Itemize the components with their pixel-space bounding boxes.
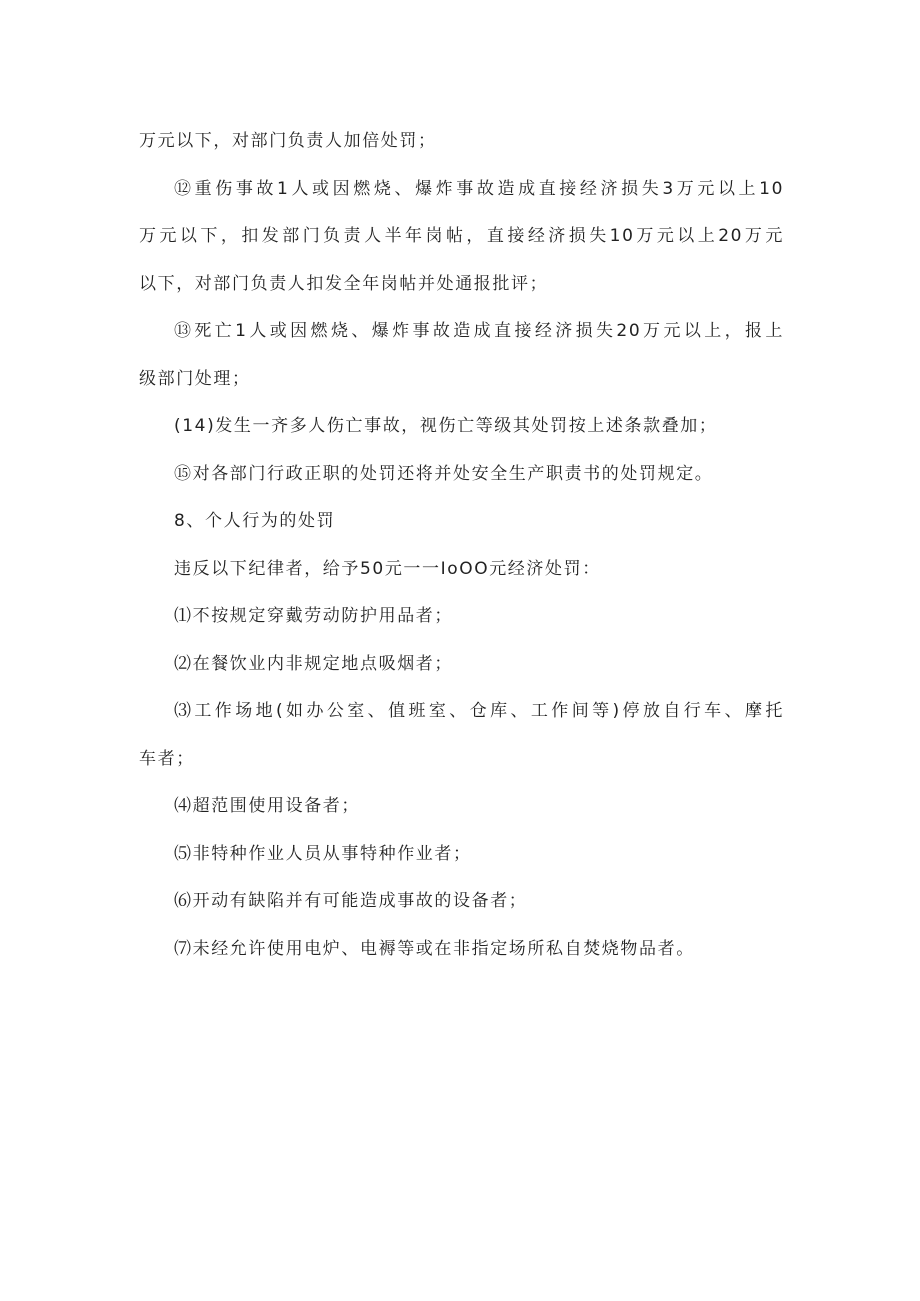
text-line: 级部门处理； <box>139 368 251 389</box>
text-line: (14)发生一齐多人伤亡事故，视伤亡等级其处罚按上述条款叠加； <box>174 416 718 436</box>
text-line: ⑵在餐饮业内非规定地点吸烟者； <box>174 653 453 674</box>
text-line: 以下，对部门负责人扣发全年岗帖并处通报批评； <box>139 273 549 294</box>
text-line: ⑹开动有缺陷并有可能造成事故的设备者； <box>174 891 528 911</box>
text-line: 8、个人行为的处罚 <box>174 511 336 531</box>
document-body <box>139 118 784 973</box>
text-line: ⑸非特种作业人员从事特种作业者； <box>174 843 472 864</box>
text-line: ⑬死亡1人或因燃烧、爆炸事故造成直接经济损失20万元以上，报上 <box>174 321 784 341</box>
text-line: ⑮对各部门行政正职的处罚还将并处安全生产职责书的处罚规定。 <box>174 463 714 484</box>
text-line: 万元以下，扣发部门负责人半年岗帖，直接经济损失10万元以上20万元 <box>139 226 784 246</box>
text-line: 万元以下，对部门负责人加倍处罚； <box>139 131 437 151</box>
text-line: ⑷超范围使用设备者； <box>174 796 360 816</box>
text-line: 违反以下纪律者，给予50元一一IoOO元经济处罚： <box>174 558 601 579</box>
text-line: ⑶工作场地(如办公室、值班室、仓库、工作间等)停放自行车、摩托 <box>174 701 784 721</box>
text-line: 车者； <box>139 748 195 769</box>
text-line: ⑫重伤事故1人或因燃烧、爆炸事故造成直接经济损失3万元以上10 <box>174 178 784 199</box>
text-line: ⑺未经允许使用电炉、电褥等或在非指定场所私自焚烧物品者。 <box>174 938 695 959</box>
text-line: ⑴不按规定穿戴劳动防护用品者； <box>174 606 453 626</box>
